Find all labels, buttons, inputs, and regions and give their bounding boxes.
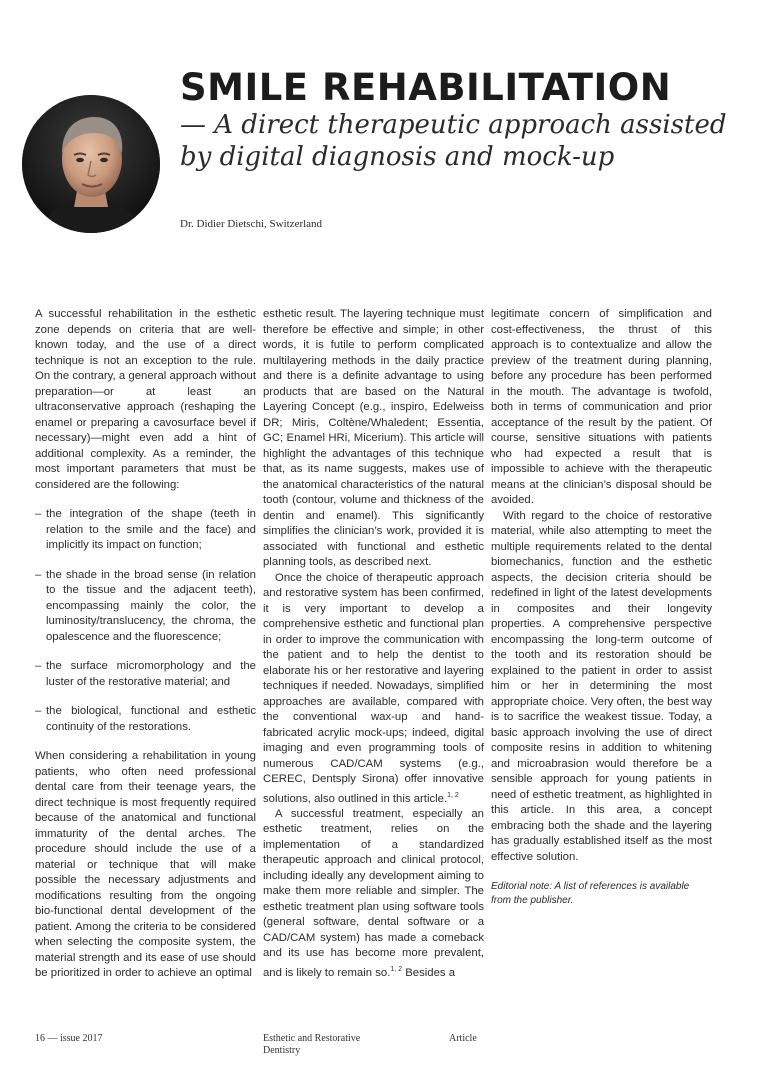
intro-paragraph: A successful rehabilitation in the esthetic zone depends on criteria that are well-known today, and the use of a direct technique is not an exception to the rule. On the contrary, a general approach without preparation—or at least an ultraconservative approach (reshaping the enamel or preparing a cavosurface bevel if necessary)—might even add a hint of additional complexity. As a reminder, the most important parameters that must be considered are the following: xyxy=(35,308,256,491)
list-item: – the biological, functional and esthetic continuity of the restorations. xyxy=(35,704,256,735)
body-paragraph: With regard to the choice of restorative material, while also attempting to meet the multiple requirements related to the dental biomechanics, function and the esthetic aspects, the decision criteria should be redefined in light of the latest developments in composites and their longevity properties. A comprehensive perspective encompassing the long-term outcome of the tooth and its restoration should be explained to the patient in order to assist him or her in determining the most appropriate choice. Very often, the best way is to sacrifice the weakest tissue. Today, a basic approach involving the use of direct composite resins in addition to whitening and microabrasion would therefore be a sensible approach for young patients in need of esthetic treatment, as highlighted in this article. In this area, a concept embracing both the shade and the layering has gradually established itself as the most effective solution. xyxy=(491,509,712,863)
reference-superscript: 1, 2 xyxy=(390,965,403,973)
body-paragraph: When considering a rehabilitation in young patients, who often need professional dental care from their teenage years, the direct technique is most frequently required because of the anatomical and functional immaturity of the dental arches. The procedure should include the use of a material or technique that will make possible the necessary adjustments and modifications resulting from the ongoing bio-functional dental development of the patient. Among the criteria to be considered when selecting the composite system, the material strength and its ease of use should be prioritized in order to achieve an optimal xyxy=(35,750,256,979)
paragraph-text: Once the choice of therapeutic approach and restorative system has been confirmed, it is very important to develop a comprehensive esthetic and functional plan in order to improve the communication with the patient and to help the dentist to elaborate his or her restorative and layering techniques if needed. Nowadays, simplified approaches are available, compared with the conventional wax-up and hand-fabricated acrylic mock-ups; indeed, digital imaging and even programming tools of numerous CAD/CAM systems (e.g., CEREC, Dentsply Sirona) offer innovative solutions, also outlined in this article. xyxy=(263,571,484,805)
paragraph-text: A successful treatment, especially an esthetic treatment, relies on the implementation of a standardized therapeutic approach and clinical protocol, including ideally any development aiming to make them more reliable and simpler. The esthetic treatment plan using software tools (general software, dental software or a CAD/CAM system) has made a comeback and its use has become more prevalent, and is likely to remain so. xyxy=(263,807,484,979)
author-portrait-image xyxy=(22,95,160,233)
footer-issue: 16 — issue 2017 xyxy=(35,1033,103,1044)
reference-superscript: 1, 2 xyxy=(447,791,459,799)
body-paragraph: legitimate concern of simplification and cost-effectiveness, the thrust of this approach is to contextualize and allow the preview of the treatment during planning, before any procedure has been performed in the mouth. The advantage is twofold, both in terms of communication and prior acceptance of the result by the patient. Of course, sensitive situations with patients who had expected a result that is impossible to achieve with the therapeutic means at the clinician’s disposal should be avoided. xyxy=(491,308,712,506)
editorial-note: Editorial note: A list of references is available from the publisher. xyxy=(491,881,690,906)
footer-journal: Esthetic and Restorative Dentistry xyxy=(263,1033,361,1056)
body-column-1 xyxy=(35,307,256,982)
article-title: SMILE REHABILITATION xyxy=(180,66,672,109)
body-paragraph xyxy=(263,571,484,807)
body-column-2 xyxy=(263,307,484,981)
parameter-list xyxy=(35,507,256,735)
body-paragraph: esthetic result. The layering technique must therefore be effective and simple; in other words, it is futile to perform complicated multilayering methods in the daily practice and there is a definite advantage to using products that are based on the Natural Layering Concept (e.g., inspiro, Edelweiss DR; Miris, Coltène/Whaledent; Essentia, GC; Enamel HRi, Micerium). This article will highlight the advantages of this technique that, as its name suggests, makes use of the anatomical characteristics of the natural tooth (contour, volume and thickness of the dentin and enamel). This significantly simplifies the clinician’s work, provided it is associated with functional and esthetic planning tools, as described next. xyxy=(263,308,484,568)
footer-section: Article xyxy=(449,1033,477,1044)
list-item: – the integration of the shape (teeth in relation to the smile and the face) and implicitly its impact on function; xyxy=(35,507,256,554)
body-paragraph xyxy=(263,807,484,981)
author-byline: Dr. Didier Dietschi, Switzerland xyxy=(180,218,323,230)
list-item: – the shade in the broad sense (in relation to the tissue and the adjacent teeth), encompassing mainly the color, the luminosity/translucency, the chroma, the opalescence and the fluorescence; xyxy=(35,568,256,646)
author-photo xyxy=(22,95,160,233)
paragraph-text-tail: Besides a xyxy=(402,966,456,979)
article-subtitle: — A direct therapeutic approach assisted by digital diagnosis and mock-up xyxy=(180,110,727,172)
body-column-3 xyxy=(491,307,712,907)
list-item: – the surface micromorphology and the luster of the restorative material; and xyxy=(35,659,256,690)
